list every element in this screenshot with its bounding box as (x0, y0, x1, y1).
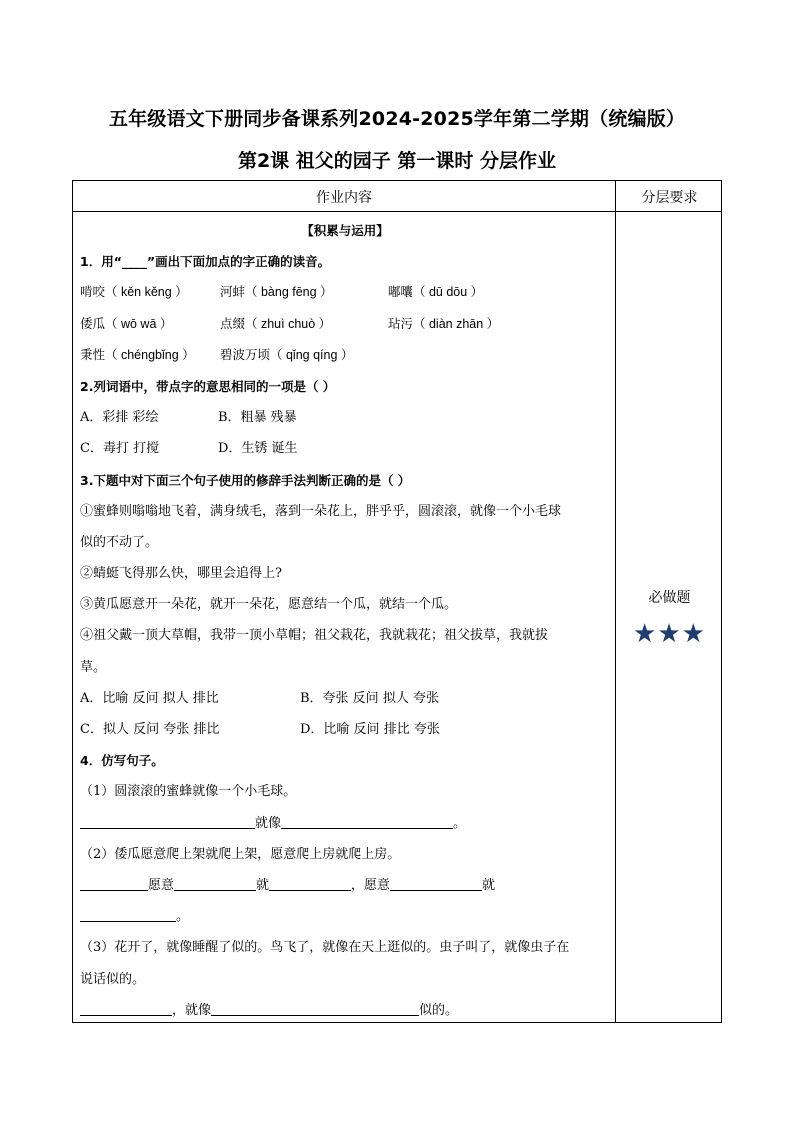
q2-option-c: C．毒打 打搅 (80, 441, 160, 457)
fill-word: ，就像 (172, 1002, 212, 1018)
q2-option-d: D．生锈 诞生 (218, 441, 298, 457)
q3-option-c: C．拟人 反问 夸张 排比 (80, 722, 220, 737)
q3-sentence: 草。 (80, 659, 107, 675)
q2-option-a: A．彩排 彩绘 (80, 410, 159, 426)
q1-item: 嘟囔（ dū dōu ） (388, 285, 484, 300)
q1-item: 碧波万顷（ qǐng qíng ） (220, 347, 354, 362)
q3-sentence: ④祖父戴一顶大草帽，我带一顶小草帽；祖父栽花，我就栽花；祖父拔草，我就拔 (80, 628, 549, 644)
q1-row (80, 340, 610, 371)
q1-item: 点缀（ zhuì chuò ） (220, 316, 332, 331)
q4-prompt-3: （3）花开了，就像睡醒了似的。鸟飞了，就像在天上逛似的。虫子叫了，就像虫子在 (80, 940, 570, 956)
q2-options-row (80, 402, 610, 433)
answer-blank[interactable] (80, 907, 176, 922)
homework-table (72, 180, 722, 1023)
q2-title: 2.列词语中，带点字的意思相同的一项是（ ） (80, 378, 336, 394)
q4-title: 4．仿写句子。 (80, 753, 164, 769)
fill-word: ，愿意 (351, 877, 391, 893)
fill-word: 。 (453, 815, 467, 831)
section-heading: 【积累与运用】 (301, 223, 389, 238)
requirement-label: 必做题 (648, 590, 691, 606)
q4-answer-3 (80, 995, 610, 1026)
q3-title: 3.下题中对下面三个句子使用的修辞手法判断正确的是（ ） (80, 472, 411, 488)
q3-sentence: 似的不动了。 (80, 534, 159, 550)
q3-option-d: D．比喻 反问 排比 夸张 (300, 722, 440, 737)
q3-options-row (80, 714, 610, 745)
answer-blank[interactable] (80, 1001, 172, 1016)
q1-item: 倭瓜（ wō wā ） (80, 316, 173, 331)
header-level: 分层要求 (641, 190, 698, 206)
answer-blank[interactable] (281, 814, 453, 829)
q3-sentence: ③黄瓜愿意开一朵花，就开一朵花，愿意结一个瓜，就结一个瓜。 (80, 597, 458, 613)
q1-item: 玷污（ diàn zhān ） (388, 316, 500, 331)
document-title: 五年级语文下册同步备课系列2024-2025学年第二学期（统编版） (108, 108, 686, 130)
q1-item: 啃咬（ kěn kěng ） (80, 285, 188, 300)
q1-title: 1．用“____”画出下面加点的字正确的读音。 (80, 254, 331, 270)
header-divider (73, 211, 721, 212)
q1-row (80, 277, 610, 308)
q3-option-b: B．夸张 反问 拟人 夸张 (300, 690, 439, 706)
q3-sentence: ①蜜蜂则嗡嗡地飞着，满身绒毛，落到一朵花上，胖乎乎，圆滚滚，就像一个小毛球 (80, 503, 562, 519)
q4-answer-1 (80, 808, 610, 839)
header-content: 作业内容 (316, 190, 372, 206)
fill-word: 就 (482, 877, 496, 893)
q3-option-a: A．比喻 反问 拟人 排比 (80, 690, 219, 706)
q3-options-row (80, 683, 610, 714)
answer-blank[interactable] (80, 814, 255, 829)
q4-prompt-2: （2）倭瓜愿意爬上架就爬上架，愿意爬上房就爬上房。 (80, 846, 401, 862)
q2-options-row (80, 433, 610, 464)
fill-word: 似的。 (419, 1002, 459, 1018)
fill-word: 愿意 (148, 877, 175, 893)
q4-prompt-1: （1）圆滚滚的蜜蜂就像一个小毛球。 (80, 784, 297, 800)
q4-answer-2-cont (80, 901, 610, 932)
q1-item: 河蚌（ bàng fēng ） (220, 285, 333, 300)
star-rating: ★★★ (633, 619, 706, 649)
answer-blank[interactable] (80, 876, 148, 891)
q1-row (80, 309, 610, 340)
homework-content (80, 215, 610, 1026)
answer-blank[interactable] (390, 876, 482, 891)
q3-sentence: ②蜻蜓飞得那么快，哪里会追得上? (80, 566, 282, 582)
fill-word: 就 (256, 877, 270, 893)
q2-option-b: B．粗暴 残暴 (218, 410, 297, 426)
answer-blank[interactable] (269, 876, 351, 891)
answer-blank[interactable] (174, 876, 256, 891)
fill-word: 就像 (255, 815, 282, 831)
q4-prompt-3-cont: 说话似的。 (80, 971, 146, 987)
fill-word: 。 (176, 909, 190, 925)
document-subtitle: 第2课 祖父的园子 第一课时 分层作业 (237, 150, 557, 172)
q1-item: 秉性（ chéngbǐng ） (80, 347, 195, 362)
q4-answer-2 (80, 870, 610, 901)
answer-blank[interactable] (211, 1001, 419, 1016)
